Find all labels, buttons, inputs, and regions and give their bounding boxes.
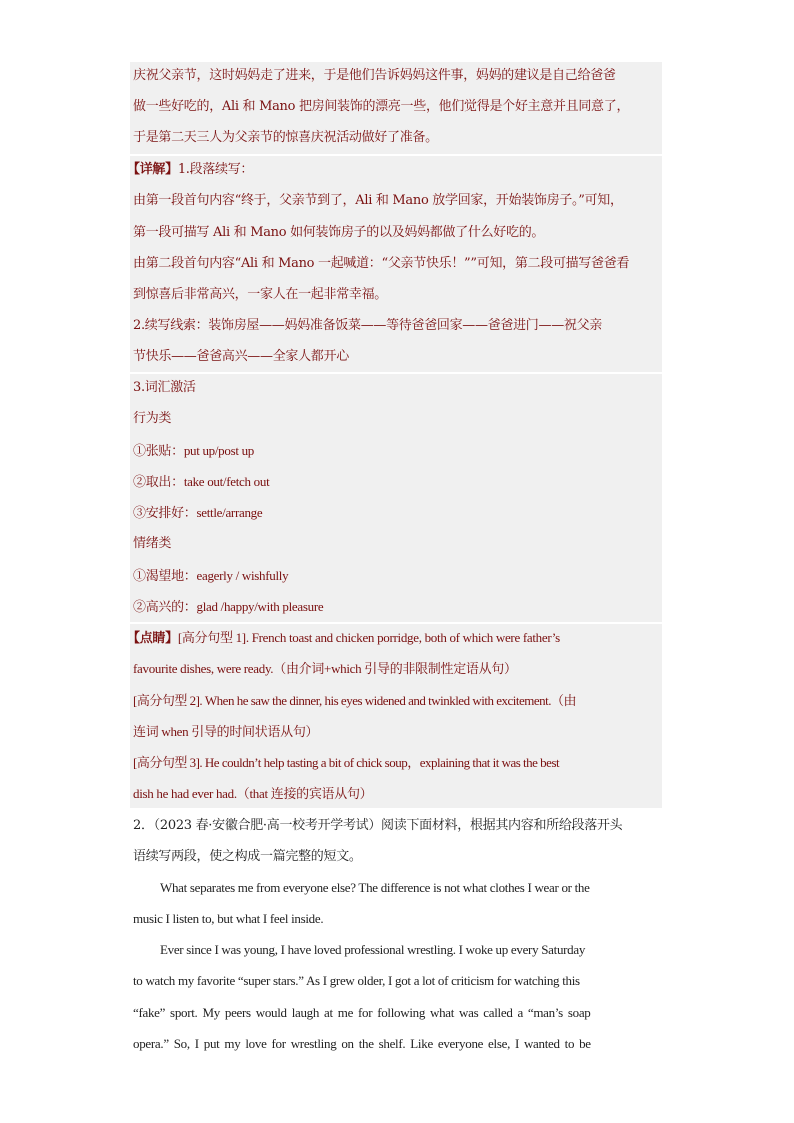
vocab-item-1 — [133, 442, 254, 461]
vocab-item-3 — [133, 504, 262, 523]
action-title: 行为类 — [133, 411, 172, 426]
passage-line-1: What separates me from everyone else? The difference is not what clothes I wear or the — [160, 880, 590, 895]
detail-heading — [127, 161, 253, 179]
vocab-item-2 — [133, 473, 269, 492]
dianjing-sentence-3-line-2: dish he had ever had.（that 连接的宾语从句） — [133, 786, 373, 801]
emotion-item-2-words: glad /happy/with pleasure — [196, 599, 324, 614]
passage-line-2: music I listen to, but what I feel inside. — [133, 911, 324, 926]
emotion-title: 情绪类 — [133, 536, 172, 551]
vocab-item-2-label: ②取出： — [133, 475, 184, 490]
vocab-item-3-label: ③安排好： — [133, 506, 197, 521]
emotion-item-2-label: ②高兴的： — [133, 600, 197, 615]
detail-p2-line-2: 到惊喜后非常高兴，一家人在一起非常幸福。 — [133, 287, 388, 302]
summary-line-3: 于是第二天三人为父亲节的惊喜庆祝活动做好了准备。 — [133, 130, 438, 145]
detail-tag: 【详解】 — [127, 162, 178, 177]
clue-line-2: 节快乐——爸爸高兴——全家人都开心 — [133, 349, 349, 364]
dianjing-tag: 【点睛】 — [127, 631, 178, 646]
dianjing-sentence-1-line-1 — [127, 629, 560, 648]
vocab-item-1-words: put up/post up — [183, 443, 255, 458]
highlight-band-dianjing — [130, 624, 662, 808]
passage-line-3: Ever since I was young, I have loved professional wrestling. I woke up every Saturday — [160, 942, 586, 957]
detail-title: 1.段落续写： — [177, 162, 254, 177]
detail-p1-line-1: 由第一段首句内容“终于，父亲节到了，Ali 和 Mano 放学回家，开始装饰房子。”可知， — [133, 193, 623, 208]
clue-line-1: 2.续写线索：装饰房屋——妈妈准备饭菜——等待爸爸回家——爸爸进门——祝父亲 — [133, 318, 603, 333]
dianjing-sentence-2-line-2: 连词 when 引导的时间状语从句） — [133, 724, 319, 739]
emotion-item-1-words: eagerly / wishfully — [196, 568, 289, 583]
vocab-item-1-label: ①张贴： — [133, 444, 184, 459]
dianjing-sentence-3-line-1: [高分句型 3]. He couldn’t help tasting a bit of chick soup，explaining that it was the best — [133, 755, 560, 770]
passage-line-5: “fake” sport. My peers would laugh at me for following what was called a “man’s soap — [133, 1005, 591, 1020]
dianjing-s1-text: [高分句型 1]. French toast and chicken porridge, both of which were father’s — [177, 630, 560, 645]
detail-p1-line-2: 第一段可描写 Ali 和 Mano 如何装饰房子的以及妈妈都做了什么好吃的。 — [133, 225, 545, 240]
passage-line-4: to watch my favorite “super stars.” As I grew older, I got a lot of criticism for watching this — [133, 973, 580, 988]
question-2-line-1: 2．（2023 春·安徽合肥·高一校考开学考试）阅读下面材料，根据其内容和所给段落开头 — [133, 818, 623, 833]
emotion-item-1 — [133, 567, 288, 586]
dianjing-sentence-1-line-2: favourite dishes, were ready.（由介词+which 引导的非限制性定语从句） — [133, 661, 517, 676]
summary-line-2: 做一些好吃的，Ali 和 Mano 把房间装饰的漂亮一些，他们觉得是个好主意并且同意了， — [133, 99, 630, 114]
emotion-item-2 — [133, 598, 323, 617]
vocab-title: 3.词汇激活 — [133, 380, 196, 395]
passage-line-6: opera.” So, I put my love for wrestling on the shelf. Like everyone else, I wanted to be — [133, 1036, 591, 1051]
emotion-item-1-label: ①渴望地： — [133, 569, 197, 584]
dianjing-sentence-2-line-1: [高分句型 2]. When he saw the dinner, his eyes widened and twinkled with excitement.（由 — [133, 693, 576, 708]
summary-line-1: 庆祝父亲节，这时妈妈走了进来，于是他们告诉妈妈这件事，妈妈的建议是自己给爸爸 — [133, 68, 616, 83]
vocab-item-3-words: settle/arrange — [196, 505, 263, 520]
vocab-item-2-words: take out/fetch out — [183, 474, 270, 489]
question-2-line-2: 语续写两段，使之构成一篇完整的短文。 — [133, 849, 362, 864]
detail-p2-line-1: 由第二段首句内容“Ali 和 Mano 一起喊道：“父亲节快乐！””可知，第二段可描写爸爸看 — [133, 256, 630, 271]
